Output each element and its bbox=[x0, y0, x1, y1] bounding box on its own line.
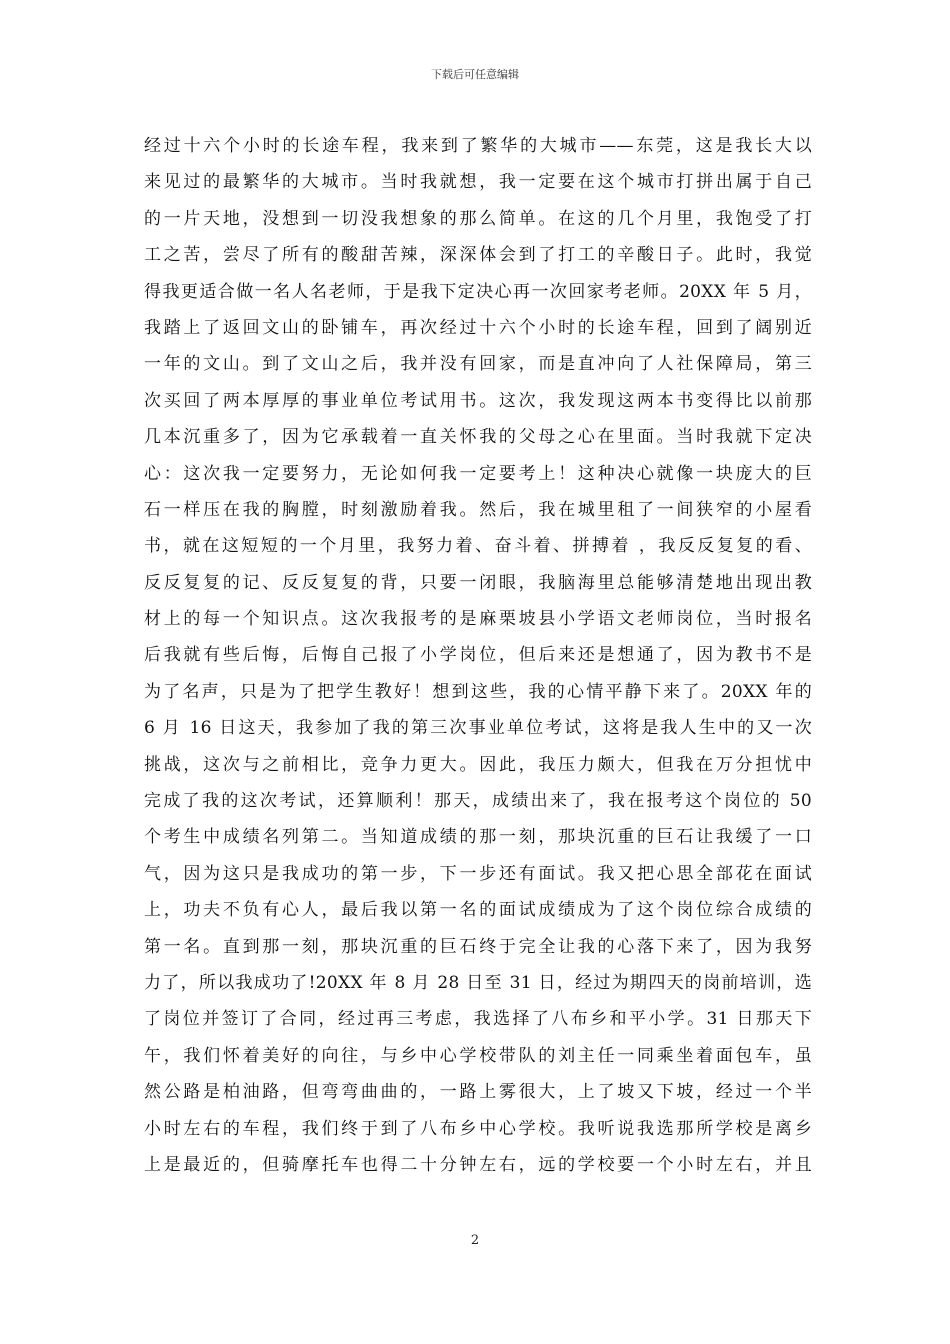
text-line: 气，因为这只是我成功的第一步，下一步还有面试。我又把心思全部花在面试 bbox=[144, 863, 812, 884]
page-number: 2 bbox=[470, 1233, 480, 1248]
text-line: 第一名。直到那一刻，那块沉重的巨石终于完全让我的心落下来了，因为我努 bbox=[144, 936, 812, 957]
text-line: 来见过的最繁华的大城市。当时我就想，我一定要在这个城市打拼出属于自己 bbox=[144, 172, 812, 193]
text-line: 上，功夫不负有心人，最后我以第一名的面试成绩成为了这个岗位综合成绩的 bbox=[144, 900, 812, 921]
text-line: 了岗位并签订了合同，经过再三考虑，我选择了八布乡和平小学。31 日那天下 bbox=[144, 1009, 812, 1030]
body-text bbox=[144, 128, 812, 1183]
text-line: 为了名声，只是为了把学生教好！想到这些，我的心情平静下来了。20XX 年的 bbox=[144, 681, 812, 702]
text-line: 我踏上了返回文山的卧铺车，再次经过十六个小时的长途车程，回到了阔别近 bbox=[144, 317, 812, 338]
text-line: 次买回了两本厚厚的事业单位考试用书。这次，我发现这两本书变得比以前那 bbox=[144, 390, 812, 411]
text-line: 经过十六个小时的长途车程，我来到了繁华的大城市——东莞，这是我长大以 bbox=[144, 136, 812, 156]
text-line: 6 月 16 日这天，我参加了我的第三次事业单位考试，这将是我人生中的又一次 bbox=[144, 718, 812, 739]
text-line: 石一样压在我的胸膛，时刻激励着我。然后，我在城里租了一间狭窄的小屋看 bbox=[144, 499, 812, 520]
text-line: 材上的每一个知识点。这次我报考的是麻栗坡县小学语文老师岗位，当时报名 bbox=[144, 609, 812, 630]
page-header: 下载后可任意编辑 bbox=[431, 68, 519, 81]
text-line: 几本沉重多了，因为它承载着一直关怀我的父母之心在里面。当时我就下定决 bbox=[144, 427, 812, 448]
text-line: 后我就有些后悔，后悔自己报了小学岗位，但后来还是想通了，因为教书不是 bbox=[144, 645, 812, 666]
text-line: 上是最近的，但骑摩托车也得二十分钟左右，远的学校要一个小时左右，并且 bbox=[144, 1154, 812, 1175]
text-line: 然公路是柏油路，但弯弯曲曲的，一路上雾很大，上了坡又下坡，经过一个半 bbox=[144, 1082, 812, 1103]
text-line: 力了，所以我成功了!20XX 年 8 月 28 日至 31 日，经过为期四天的岗前培训，选 bbox=[144, 972, 812, 993]
text-line: 反反复复的记、反反复复的背，只要一闭眼，我脑海里总能够清楚地出现出教 bbox=[144, 572, 812, 593]
text-line: 个考生中成绩名列第二。当知道成绩的那一刻，那块沉重的巨石让我缓了一口 bbox=[144, 827, 812, 848]
text-line: 一年的文山。到了文山之后，我并没有回家，而是直冲向了人社保障局，第三 bbox=[144, 354, 812, 375]
text-line: 完成了我的这次考试，还算顺利！那天，成绩出来了，我在报考这个岗位的 50 bbox=[144, 791, 812, 812]
text-line: 得我更适合做一名人名老师，于是我下定决心再一次回家考老师。20XX 年 5 月， bbox=[144, 281, 812, 302]
text-line: 书，就在这短短的一个月里，我努力着、奋斗着、拼搏着 ，我反反复复的看、 bbox=[144, 536, 812, 557]
text-line: 午，我们怀着美好的向往，与乡中心学校带队的刘主任一同乘坐着面包车，虽 bbox=[144, 1045, 812, 1066]
text-line: 心：这次我一定要努力，无论如何我一定要考上！这种决心就像一块庞大的巨 bbox=[144, 463, 812, 484]
text-line: 的一片天地，没想到一切没我想象的那么简单。在这的几个月里，我饱受了打 bbox=[144, 208, 812, 229]
text-line: 工之苦，尝尽了所有的酸甜苦辣，深深体会到了打工的辛酸日子。此时，我觉 bbox=[144, 245, 812, 266]
text-line: 小时左右的车程，我们终于到了八布乡中心学校。我听说我选那所学校是离乡 bbox=[144, 1118, 812, 1139]
text-line: 挑战，这次与之前相比，竞争力更大。因此，我压力颇大，但我在万分担忧中 bbox=[144, 754, 812, 775]
